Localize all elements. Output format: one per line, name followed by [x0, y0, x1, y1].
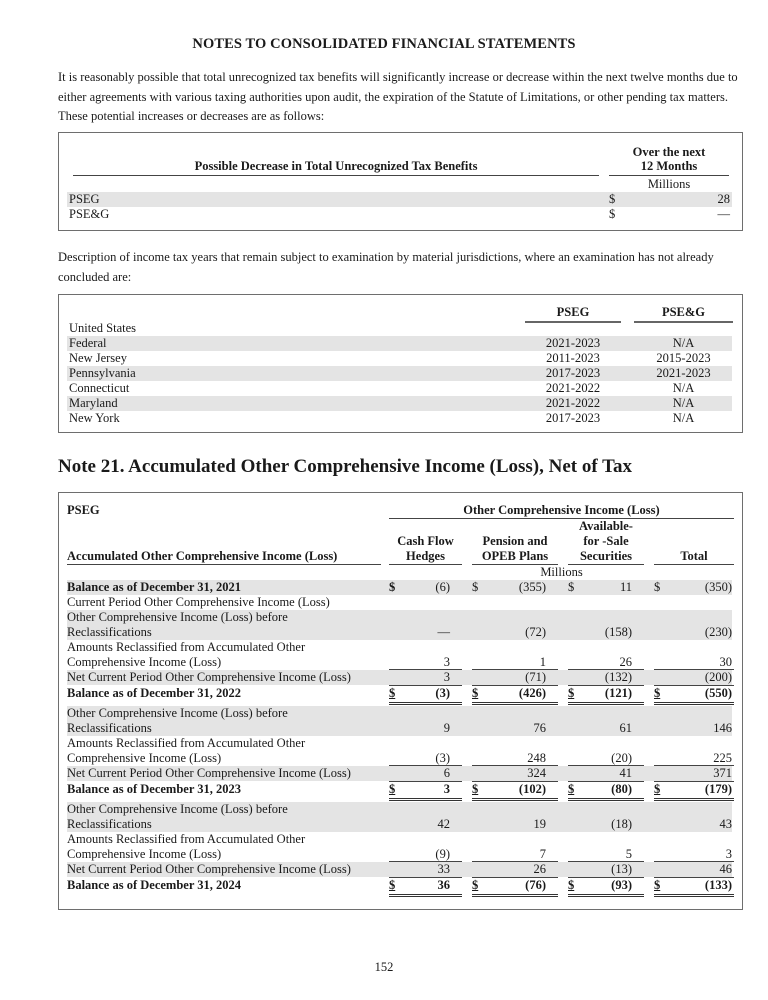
pension-value: (355): [518, 580, 546, 594]
double-underline: [472, 894, 558, 897]
value-cell: (121): [604, 686, 632, 700]
pseg-years: 2017-2023: [545, 411, 601, 425]
value-cell: 46: [719, 862, 732, 876]
row-label: Current Period Other Comprehensive Income (Loss): [67, 595, 330, 609]
row-label-line2: Comprehensive Income (Loss): [67, 751, 222, 765]
col-header-afs-l2: for -Sale: [583, 534, 629, 548]
row-label-line1: Amounts Reclassified from Accumulated Other: [67, 736, 306, 750]
page-header: NOTES TO CONSOLIDATED FINANCIAL STATEMENTS: [192, 36, 576, 52]
balance-row: [67, 878, 732, 893]
jurisdiction: New Jersey: [69, 351, 127, 365]
reclass-row: [67, 832, 732, 862]
value-cell: (132): [604, 670, 632, 684]
reclass-row: [67, 640, 732, 670]
reclass-row: [67, 736, 732, 766]
net-row: [67, 766, 732, 781]
afs-value: 11: [619, 580, 632, 594]
table-row: [67, 366, 732, 381]
balance-row: [67, 782, 732, 797]
currency-symbol: $: [472, 878, 479, 892]
double-underline: [568, 702, 644, 705]
value-cell: (102): [518, 782, 546, 796]
value-cell: (72): [525, 625, 546, 639]
value-cell: (20): [611, 751, 632, 765]
value-cell: (3): [435, 686, 450, 700]
net-row: [67, 862, 732, 877]
col-header-pension: Pension and: [482, 534, 548, 548]
value-cell: (3): [435, 751, 450, 765]
table1-col-header-line2: 12 Months: [640, 159, 698, 173]
col-header-cash-flow-l2: Hedges: [406, 549, 445, 563]
value-cell: 26: [533, 862, 546, 876]
table3-unit: Millions: [540, 565, 583, 579]
col-header-afs: Available-: [579, 519, 633, 533]
row-label: Net Current Period Other Comprehensive Income (Loss): [67, 766, 351, 780]
value-cell: (76): [525, 878, 546, 892]
value-cell: 30: [719, 655, 732, 669]
double-underline: [389, 702, 462, 705]
double-underline: [654, 702, 734, 705]
cash-flow-value: (6): [435, 580, 450, 594]
value-cell: (80): [611, 782, 632, 796]
row-label-line2: Comprehensive Income (Loss): [67, 655, 222, 669]
currency-symbol: $: [389, 686, 396, 700]
value-cell: 146: [713, 721, 732, 735]
current-period-row: [67, 595, 732, 610]
table-row: [67, 351, 732, 366]
value-cell: 3: [443, 670, 450, 684]
balance-row: [67, 686, 732, 701]
table3-group-header: Other Comprehensive Income (Loss): [463, 503, 660, 517]
table3-entity: PSEG: [67, 503, 100, 517]
col-header-afs-l3: Securities: [579, 549, 633, 563]
row-label: PSE&G: [69, 207, 110, 221]
value-cell: (13): [611, 862, 632, 876]
pseg-g-years: N/A: [672, 336, 695, 350]
value-cell: (9): [435, 847, 450, 861]
currency-symbol: $: [568, 686, 575, 700]
row-label-line2: Reclassifications: [67, 817, 152, 831]
pseg-g-years: N/A: [672, 396, 695, 410]
double-underline: [389, 894, 462, 897]
currency-symbol: $: [609, 207, 616, 221]
table1-row-header: Possible Decrease in Total Unrecognized Tax Benefits: [194, 159, 478, 173]
jurisdiction: Pennsylvania: [69, 366, 136, 380]
ocl-before-row: [67, 706, 732, 736]
double-underline: [472, 798, 558, 801]
row-label-line2: Reclassifications: [67, 625, 152, 639]
value-cell: 42: [437, 817, 450, 831]
divider: [609, 175, 729, 176]
table2-col-header-pseg-g: PSE&G: [661, 305, 706, 319]
pseg-years: 2021-2022: [545, 381, 601, 395]
row-label: Balance as of December 31, 2023: [67, 782, 242, 796]
row-label: Net Current Period Other Comprehensive Income (Loss): [67, 862, 351, 876]
value-cell: (200): [704, 670, 732, 684]
row-label-line2: Comprehensive Income (Loss): [67, 847, 222, 861]
table1-unit: Millions: [647, 177, 691, 191]
value-cell: 43: [719, 817, 732, 831]
total-value: (350): [704, 580, 732, 594]
currency-symbol: $: [472, 580, 479, 594]
pseg-g-years: N/A: [672, 411, 695, 425]
currency-symbol: $: [654, 686, 661, 700]
value-cell: (133): [704, 878, 732, 892]
row-label-line2: Reclassifications: [67, 721, 152, 735]
balance-row-2021: [67, 580, 732, 595]
tax-examination-years-table: [58, 294, 743, 433]
value-cell: 1: [539, 655, 546, 669]
second-paragraph: Description of income tax years that remain subject to examination by material jurisdictions, where an examination has not already concluded are:: [58, 250, 714, 284]
currency-symbol: $: [654, 580, 661, 594]
row-label: Net Current Period Other Comprehensive Income (Loss): [67, 670, 351, 684]
value-cell: 33: [437, 862, 450, 876]
table2-col-header-pseg: PSEG: [556, 305, 590, 319]
pseg-g-years: N/A: [672, 381, 695, 395]
unrecognized-tax-benefits-table: [58, 132, 743, 231]
value-cell: 225: [713, 751, 732, 765]
value-cell: 5: [625, 847, 632, 861]
pseg-years: 2021-2023: [545, 336, 601, 350]
table-row: [67, 207, 732, 222]
table-row: [67, 411, 732, 426]
double-underline: [568, 798, 644, 801]
value-cell: 3: [443, 782, 450, 796]
pseg-years: 2017-2023: [545, 366, 601, 380]
value-cell: 7: [539, 847, 546, 861]
ocl-before-row: [67, 802, 732, 832]
value-cell: 76: [533, 721, 546, 735]
pseg-years: 2011-2023: [546, 351, 600, 365]
row-label: Balance as of December 31, 2022: [67, 686, 242, 700]
value-cell: 19: [533, 817, 546, 831]
value-cell: 6: [443, 766, 450, 780]
row-label: Balance as of December 31, 2024: [67, 878, 242, 892]
pseg-g-years: 2015-2023: [656, 351, 711, 365]
currency-symbol: $: [609, 192, 616, 206]
row-label: Balance as of December 31, 2021: [67, 580, 242, 594]
currency-symbol: $: [568, 580, 575, 594]
net-row: [67, 670, 732, 685]
col-header-pension-l2: OPEB Plans: [481, 549, 549, 563]
currency-symbol: $: [389, 580, 396, 594]
value-cell: (230): [704, 625, 732, 639]
value-cell: (426): [518, 686, 546, 700]
currency-symbol: $: [389, 878, 396, 892]
double-underline: [568, 894, 644, 897]
table-row: [67, 396, 732, 411]
jurisdiction: Federal: [69, 336, 107, 350]
intro-paragraph: It is reasonably possible that total unrecognized tax benefits will significantly increase or decrease within the next twelve months due to either agreements with various taxing authorities upon audit, the expiration of the Statute of Limitations, or other pending tax matters. These potential increases or decreases are as follows:: [58, 70, 738, 123]
jurisdiction: Connecticut: [69, 381, 130, 395]
table-row: [67, 381, 732, 396]
section-label: United States: [69, 321, 137, 335]
value-cell: 9: [443, 721, 450, 735]
double-underline: [389, 798, 462, 801]
divider: [389, 518, 734, 519]
jurisdiction: Maryland: [69, 396, 118, 410]
row-label-line1: Other Comprehensive Income (Loss) before: [67, 610, 288, 624]
value-cell: 3: [443, 655, 450, 669]
table-row: [67, 336, 732, 351]
value-cell: (179): [704, 782, 732, 796]
value-cell: 371: [713, 766, 732, 780]
row-label-line1: Other Comprehensive Income (Loss) before: [67, 706, 288, 720]
value-cell: (158): [604, 625, 632, 639]
pseg-g-years: 2021-2023: [656, 366, 711, 380]
table1-col-header-line1: Over the next: [632, 145, 706, 159]
row-value: —: [717, 207, 730, 221]
aoci-table: [58, 492, 743, 910]
currency-symbol: $: [568, 782, 575, 796]
col-header-total: Total: [680, 549, 708, 563]
double-underline: [472, 702, 558, 705]
value-cell: 324: [527, 766, 546, 780]
value-cell: 248: [527, 751, 546, 765]
divider: [73, 175, 599, 176]
double-underline: [654, 894, 734, 897]
row-value: 28: [717, 192, 730, 206]
note-title: Note 21. Accumulated Other Comprehensive Income (Loss), Net of Tax: [58, 456, 633, 477]
value-cell: 3: [725, 847, 732, 861]
row-label: PSEG: [69, 192, 100, 206]
currency-symbol: $: [568, 878, 575, 892]
row-label-line1: Amounts Reclassified from Accumulated Other: [67, 640, 306, 654]
value-cell: 26: [619, 655, 632, 669]
row-label-line1: Amounts Reclassified from Accumulated Other: [67, 832, 306, 846]
double-underline: [654, 798, 734, 801]
value-cell: (93): [611, 878, 632, 892]
table3-row-header: Accumulated Other Comprehensive Income (Loss): [67, 549, 338, 563]
value-cell: (71): [525, 670, 546, 684]
value-cell: (18): [611, 817, 632, 831]
section-label-row: [67, 321, 732, 336]
value-cell: 36: [437, 878, 450, 892]
page-number: 152: [374, 960, 394, 974]
value-cell: —: [437, 625, 450, 639]
currency-symbol: $: [472, 686, 479, 700]
pseg-years: 2021-2022: [545, 396, 601, 410]
currency-symbol: $: [654, 878, 661, 892]
row-label-line1: Other Comprehensive Income (Loss) before: [67, 802, 288, 816]
col-header-cash-flow: Cash Flow: [397, 534, 454, 548]
currency-symbol: $: [389, 782, 396, 796]
divider: [67, 564, 381, 565]
value-cell: 41: [619, 766, 632, 780]
ocl-before-row: [67, 610, 732, 640]
jurisdiction: New York: [69, 411, 120, 425]
currency-symbol: $: [472, 782, 479, 796]
value-cell: 61: [619, 721, 632, 735]
table-row: [67, 192, 732, 207]
currency-symbol: $: [654, 782, 661, 796]
value-cell: (550): [704, 686, 732, 700]
